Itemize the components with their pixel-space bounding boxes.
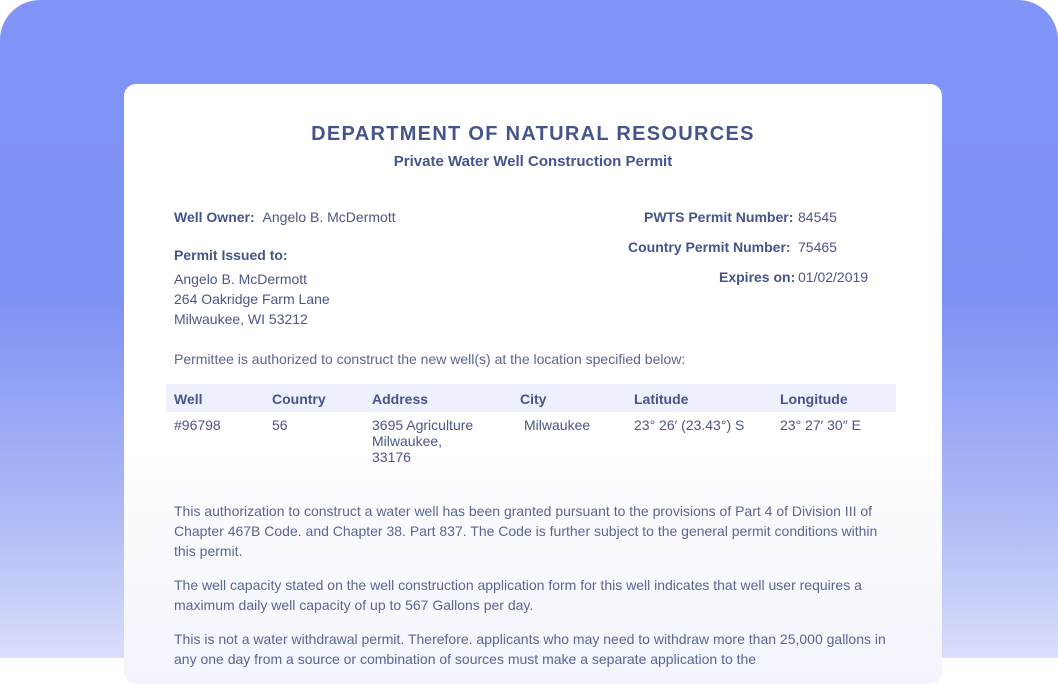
expires-value: 01/02/2019: [798, 269, 869, 285]
expires-label: Expires on:: [719, 269, 796, 285]
pwts-permit-value: 84545: [798, 209, 837, 225]
address-line: 33176: [372, 449, 411, 465]
permit-subtitle: Private Water Well Construction Permit: [393, 153, 673, 170]
well-owner-row: [174, 209, 396, 225]
country-permit-value: 75465: [798, 239, 837, 255]
body-paragraph: This is not a water withdrawal permit. Therefore. applicants who may need to withdraw more than 25,000 gallons in any one day from a source or combination of sources must make a separate application to the: [174, 631, 886, 667]
authorization-intro: Permittee is authorized to construct the new well(s) at the location specified below:: [174, 351, 686, 367]
cell-longitude: 23° 27′ 30″ E: [780, 417, 861, 433]
country-permit-label: Country Permit Number:: [628, 239, 791, 255]
column-header-latitude: Latitude: [634, 391, 689, 407]
department-title: DEPARTMENT OF NATURAL RESOURCES: [311, 123, 755, 145]
column-header-country: Country: [272, 391, 326, 407]
permit-issued-line: 264 Oakridge Farm Lane: [174, 291, 330, 307]
column-header-city: City: [520, 391, 547, 407]
cell-country: 56: [272, 417, 288, 433]
well-owner-value: Angelo B. McDermott: [262, 209, 396, 225]
well-owner-label: Well Owner:: [174, 209, 255, 225]
cell-city: Milwaukee: [524, 417, 591, 433]
cell-address: [372, 417, 473, 465]
permit-issued-label: Permit Issued to:: [174, 247, 288, 263]
permit-issued-line: Angelo B. McDermott: [174, 271, 308, 287]
cell-latitude: 23° 26′ (23.43°) S: [634, 417, 745, 433]
permit-issued-line: Milwaukee, WI 53212: [174, 311, 308, 327]
column-header-longitude: Longitude: [780, 391, 848, 407]
permit-document: [124, 84, 942, 684]
well-table-header: [166, 384, 896, 412]
body-paragraph: This authorization to construct a water well has been granted pursuant to the provisions of Part 4 of Division III of Chapter 467B Code. and Chapter 38. Part 837. The Code is further subject to the general permit conditions within this permit.: [174, 503, 878, 559]
body-paragraph: The well capacity stated on the well construction application form for this well indicates that well user requires a maximum daily well capacity of up to 567 Gallons per day.: [174, 577, 862, 613]
column-header-well: Well: [174, 391, 203, 407]
column-header-address: Address: [372, 391, 429, 407]
cell-well: #96798: [174, 417, 221, 433]
pwts-permit-label: PWTS Permit Number:: [644, 209, 794, 225]
address-line: 3695 Agriculture: [372, 417, 474, 433]
address-line: Milwaukee,: [372, 433, 443, 449]
